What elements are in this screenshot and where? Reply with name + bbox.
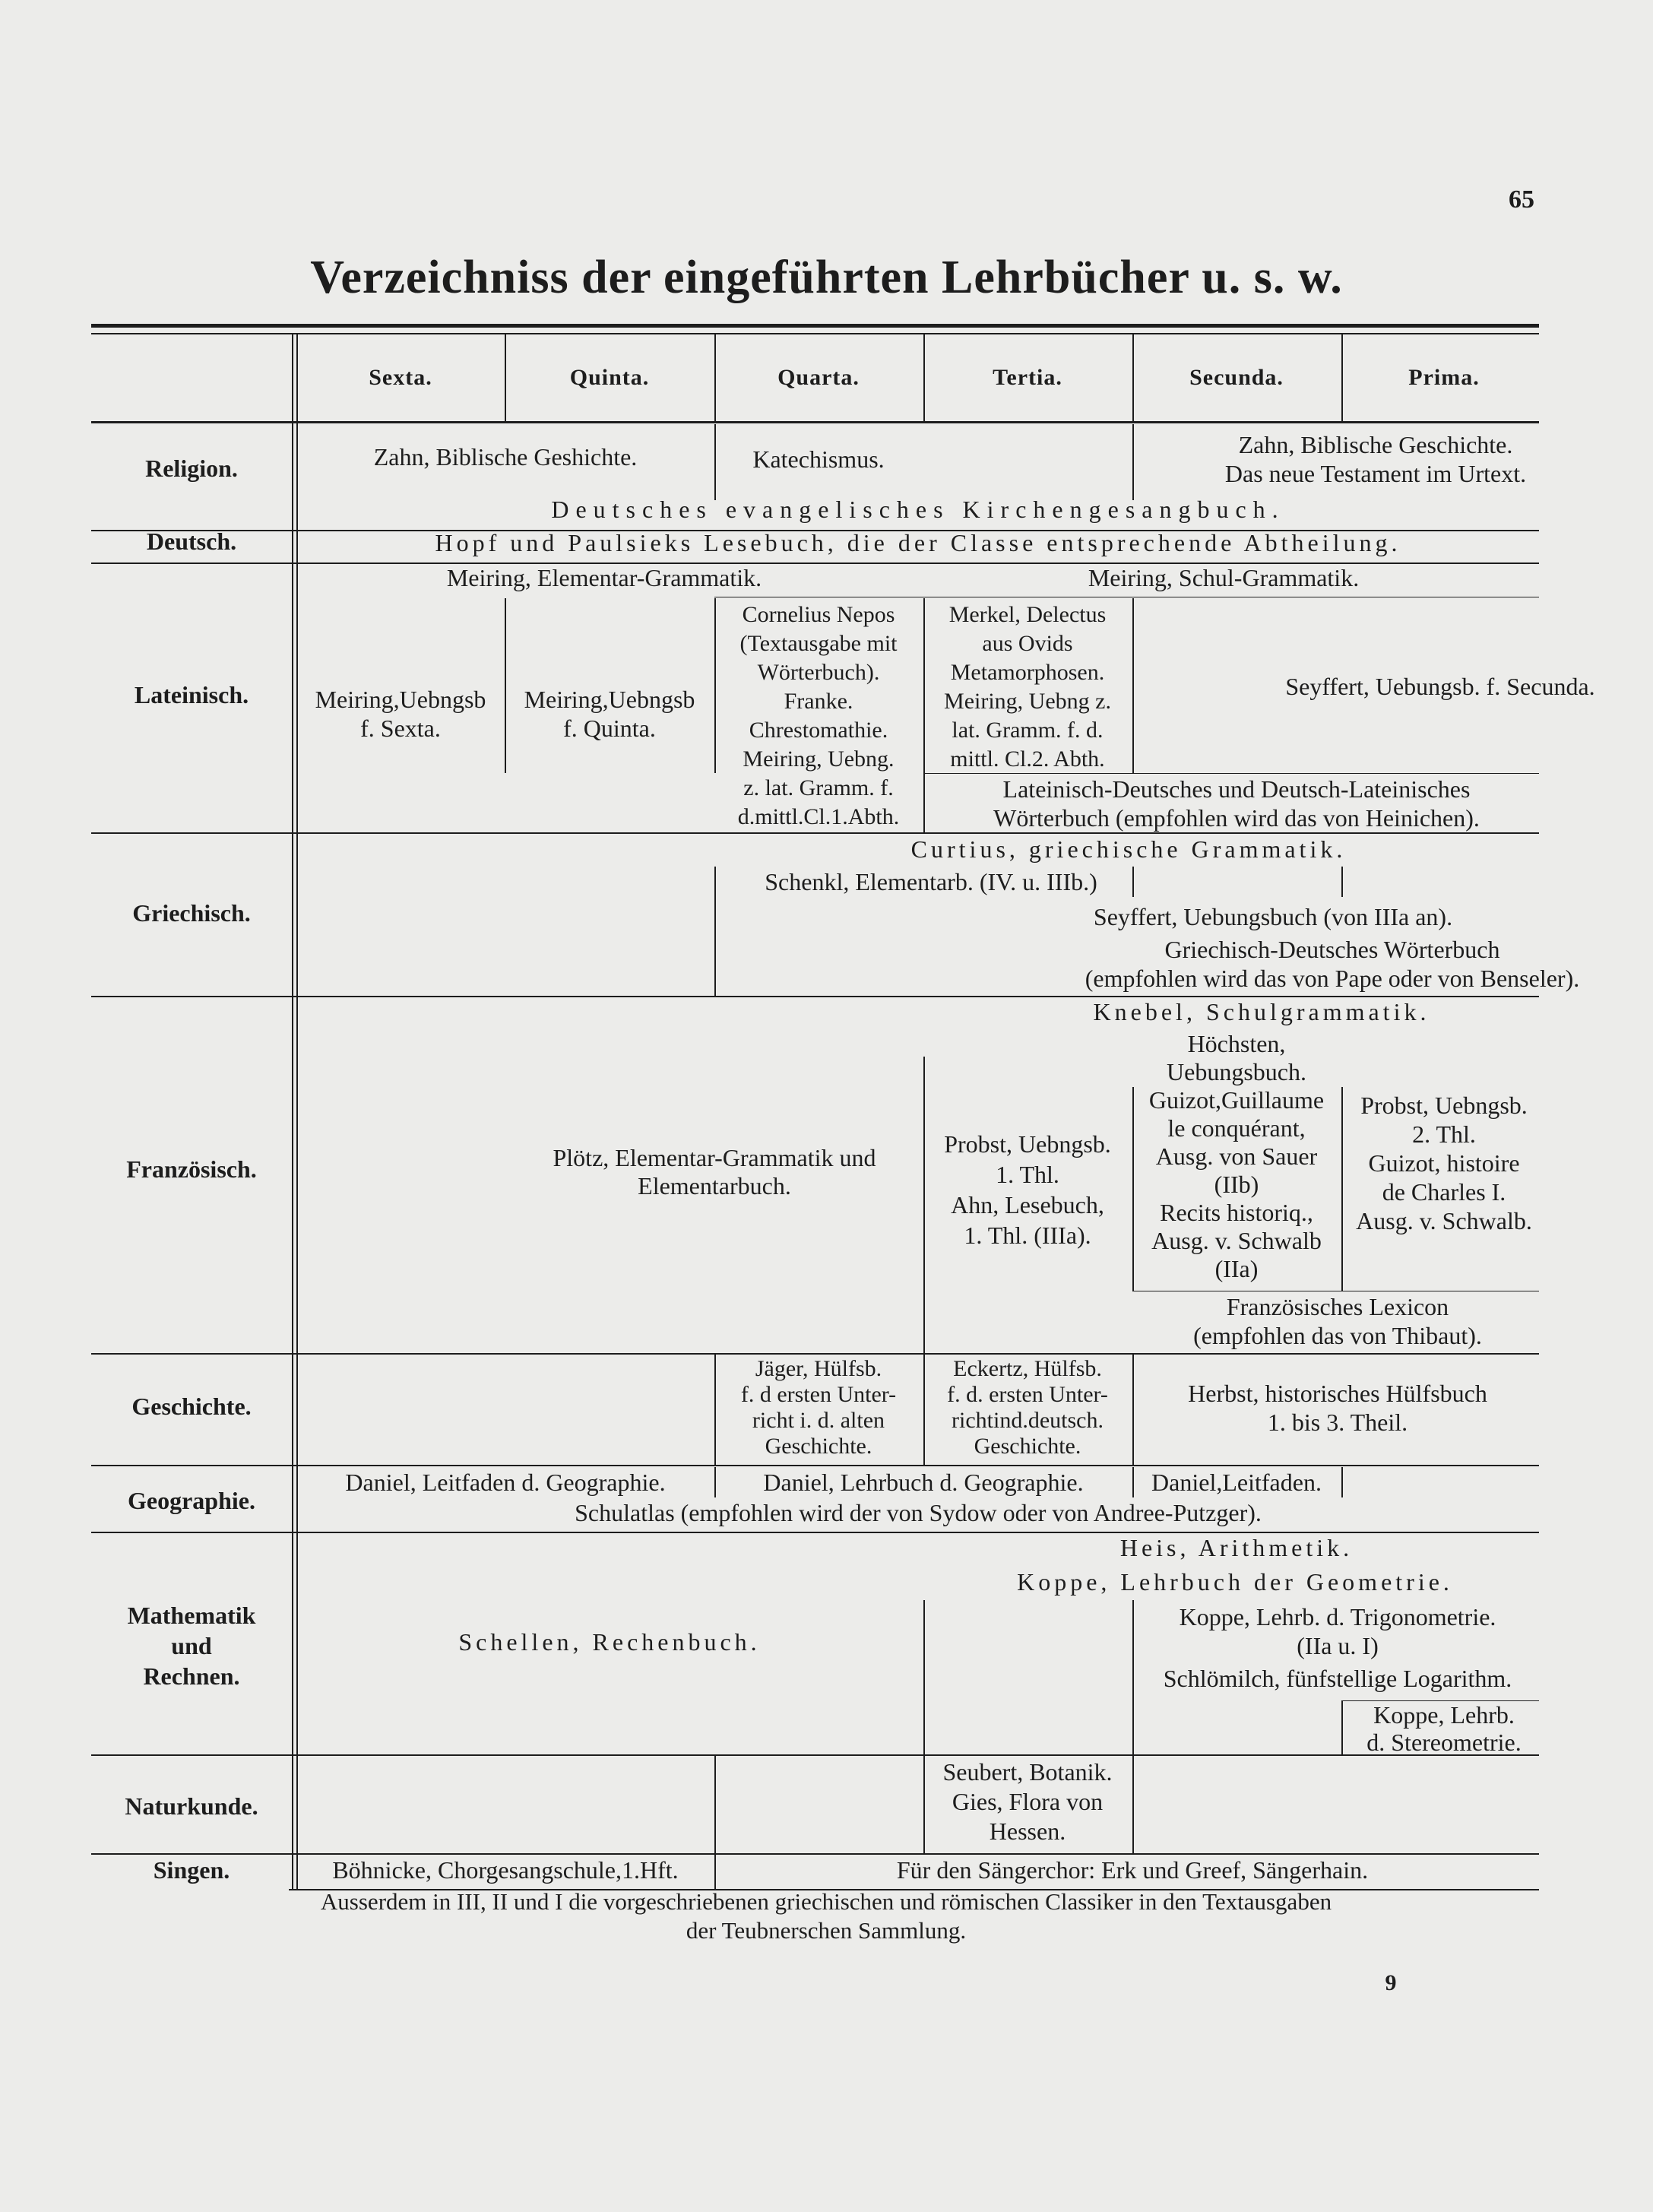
column-header-prima: Prima. xyxy=(1408,365,1480,390)
vline-geo-quarta xyxy=(714,1467,716,1497)
latein-secunda-prima: Seyffert, Uebungsb. f. Secunda. xyxy=(1285,673,1595,700)
franz-tertia: Probst, Uebngsb. 1. Thl. Ahn, Lesebuch, 1. Thl. (IIIa). xyxy=(944,1130,1111,1249)
griech-schenkl: Schenkl, Elementarb. (IV. u. IIIb.) xyxy=(765,868,1097,895)
header-rule xyxy=(91,421,1539,423)
vline-ge-tertia xyxy=(923,1355,925,1465)
vline-lat-tertia xyxy=(1132,598,1134,773)
griech-seyffert: Seyffert, Uebungsbuch (von IIIa an). xyxy=(1093,903,1453,930)
natur-tertia: Seubert, Botanik. Gies, Flora von Hessen. xyxy=(942,1758,1113,1845)
subject-deutsch: Deutsch. xyxy=(146,528,237,555)
vline-rel-tertia xyxy=(1132,424,1134,500)
franz-prima: Probst, Uebngsb. 2. Thl. Guizot, histoire de Charles I. Ausg. v. Schwalb. xyxy=(1356,1092,1532,1234)
math-schellen: Schellen, Rechenbuch. xyxy=(458,1628,761,1656)
latein-woerterbuch: Lateinisch-Deutsches und Deutsch-Lateinisches Wörterbuch (empfohlen wird das von Heinichen). xyxy=(993,775,1480,832)
rule-natur xyxy=(91,1853,1539,1855)
column-header-secunda: Secunda. xyxy=(1189,365,1284,390)
singen-sexta: Böhnicke, Chorgesangschule,1.Hft. xyxy=(332,1856,679,1884)
subject-naturkunde: Naturkunde. xyxy=(125,1792,258,1820)
vline-lat-sexta xyxy=(505,598,506,773)
singen-saengerchor: Für den Sängerchor: Erk und Greef, Sängerhain. xyxy=(896,1856,1369,1884)
vline-secunda xyxy=(1341,334,1343,423)
vline-ge-quarta xyxy=(714,1355,716,1465)
vline-math-secunda xyxy=(1132,1600,1134,1754)
subject-geographie: Geographie. xyxy=(128,1487,255,1514)
vline-math-prima xyxy=(1341,1700,1343,1754)
geo-secunda: Daniel,Leitfaden. xyxy=(1151,1469,1322,1496)
vline-nat-tertia xyxy=(923,1756,925,1853)
vline-fr-secunda xyxy=(1132,1087,1134,1291)
vline-quarta xyxy=(923,334,925,423)
gesch-secunda-prima: Herbst, historisches Hülfsbuch 1. bis 3. Theil. xyxy=(1188,1380,1487,1436)
latein-tertia: Merkel, Delectus aus Ovids Metamorphosen. Meiring, Uebng z. lat. Gramm. f. d. mittl. Cl.2. Abth. xyxy=(944,602,1111,772)
franz-grammatik: Knebel, Schulgrammatik. xyxy=(1093,998,1430,1025)
gesch-tertia: Eckertz, Hülfsb. f. d. ersten Unter- richtind.deutsch. Geschichte. xyxy=(947,1356,1108,1459)
subject-lateinisch: Lateinisch. xyxy=(134,681,249,708)
vline-subject xyxy=(292,334,293,1889)
subject-singen: Singen. xyxy=(153,1856,230,1884)
religion-gesangbuch: Deutsches evangelisches Kirchengesangbuch. xyxy=(551,496,1285,523)
signature-number: 9 xyxy=(1385,1970,1397,1995)
vline-geo-prima xyxy=(1341,1467,1343,1497)
deutsch-lesebuch: Hopf und Paulsieks Lesebuch, die der Classe entsprechende Abtheilung. xyxy=(435,529,1401,556)
vline-ge-secunda xyxy=(1132,1355,1134,1465)
franz-ploetz: Plötz, Elementar-Grammatik und Elementarbuch. xyxy=(553,1144,876,1199)
griech-grammatik: Curtius, griechische Grammatik. xyxy=(910,835,1347,863)
religion-sexta-quinta: Zahn, Biblische Geshichte. xyxy=(373,443,638,471)
vline-gr-tertia xyxy=(1132,867,1134,897)
vline-tertia xyxy=(1132,334,1134,423)
vline-gr-quarta xyxy=(714,867,716,996)
franz-lexicon: Französisches Lexicon (empfohlen das von Thibaut). xyxy=(1193,1293,1482,1349)
religion-quarta: Katechismus. xyxy=(752,445,885,473)
vline-sing-quinta xyxy=(714,1855,716,1889)
vline-geo-secunda xyxy=(1132,1467,1134,1497)
column-header-sexta: Sexta. xyxy=(369,365,432,390)
rule-gesch xyxy=(91,1465,1539,1466)
title-rule-bottom xyxy=(91,333,1539,334)
latein-elementar-grammatik: Meiring, Elementar-Grammatik. xyxy=(446,564,762,591)
subject-religion: Religion. xyxy=(145,455,238,482)
geo-sexta-quinta: Daniel, Leitfaden d. Geographie. xyxy=(345,1469,666,1496)
math-heis: Heis, Arithmetik. xyxy=(1119,1534,1354,1561)
subject-geschichte: Geschichte. xyxy=(131,1393,252,1420)
footnote: Ausserdem in III, II und I die vorgeschriebenen griechischen und römischen Classiker in den Textausgaben der Teubnerschen Sammlung. xyxy=(320,1888,1332,1944)
franz-secunda: Höchsten, Uebungsbuch. Guizot,Guillaume le conquérant, Ausg. von Sauer (IIb) Recits historiq., Ausg. v. Schwalb (IIa) xyxy=(1148,1030,1325,1282)
column-header-tertia: Tertia. xyxy=(993,365,1062,390)
vline-gr-secunda xyxy=(1341,867,1343,897)
subject-griechisch: Griechisch. xyxy=(132,899,251,927)
subject-franzoesisch: Französisch. xyxy=(126,1155,257,1183)
geo-atlas: Schulatlas (empfohlen wird der von Sydow oder von Andree-Putzger). xyxy=(575,1499,1262,1526)
vline-fr-tertia xyxy=(923,1057,925,1353)
gesch-quarta: Jäger, Hülfsb. f. d ersten Unter- richt i. d. alten Geschichte. xyxy=(740,1356,897,1459)
column-header-quinta: Quinta. xyxy=(569,365,650,390)
math-koppe-geometrie: Koppe, Lehrbuch der Geometrie. xyxy=(1017,1568,1453,1596)
vline-lat-quarta xyxy=(923,598,925,832)
title-rule-top xyxy=(91,324,1539,328)
vline-sexta xyxy=(505,334,506,423)
vline-nat-secunda xyxy=(1132,1756,1134,1853)
math-koppe-trigonometrie: Koppe, Lehrb. d. Trigonometrie. (IIa u. I) xyxy=(1179,1603,1496,1659)
vline-rel-quarta xyxy=(714,424,716,500)
rule-franz xyxy=(91,1353,1539,1355)
page-number: 65 xyxy=(1509,185,1534,214)
latein-sexta: Meiring,Uebngsb f. Sexta. xyxy=(315,686,486,742)
griech-woerterbuch: Griechisch-Deutsches Wörterbuch (empfohlen wird das von Pape oder von Benseler). xyxy=(1085,936,1580,992)
vline-lat-quinta xyxy=(714,598,716,773)
vline-subject-2 xyxy=(296,334,298,1889)
vline-math-tertia xyxy=(923,1600,925,1754)
subject-mathematik: Mathematik und Rechnen. xyxy=(127,1602,256,1690)
rule-math xyxy=(91,1754,1539,1756)
vline-fr-prima xyxy=(1341,1087,1343,1291)
rule-geog xyxy=(91,1532,1539,1533)
geo-quarta-tertia: Daniel, Lehrbuch d. Geographie. xyxy=(763,1469,1084,1496)
math-koppe-stereometrie: Koppe, Lehrb. d. Stereometrie. xyxy=(1366,1701,1522,1756)
rule-griech xyxy=(91,996,1539,997)
vline-nat-quarta xyxy=(714,1756,716,1853)
math-schloemilch: Schlömilch, fünfstellige Logarithm. xyxy=(1163,1665,1512,1692)
rule-latein xyxy=(91,832,1539,834)
latein-quarta: Cornelius Nepos (Textausgabe mit Wörterbuch). Franke. Chrestomathie. Meiring, Uebng. z. lat. Gramm. f. d.mittl.Cl.1.Abth. xyxy=(737,602,900,829)
column-header-quarta: Quarta. xyxy=(777,365,860,390)
religion-secunda-prima: Zahn, Biblische Geschichte. Das neue Testament im Urtext. xyxy=(1224,431,1527,487)
page-title: Verzeichniss der eingeführten Lehrbücher u. s. w. xyxy=(310,252,1343,303)
latein-schul-grammatik: Meiring, Schul-Grammatik. xyxy=(1088,564,1360,591)
vline-quinta xyxy=(714,334,716,423)
latein-quinta: Meiring,Uebngsb f. Quinta. xyxy=(524,686,695,742)
